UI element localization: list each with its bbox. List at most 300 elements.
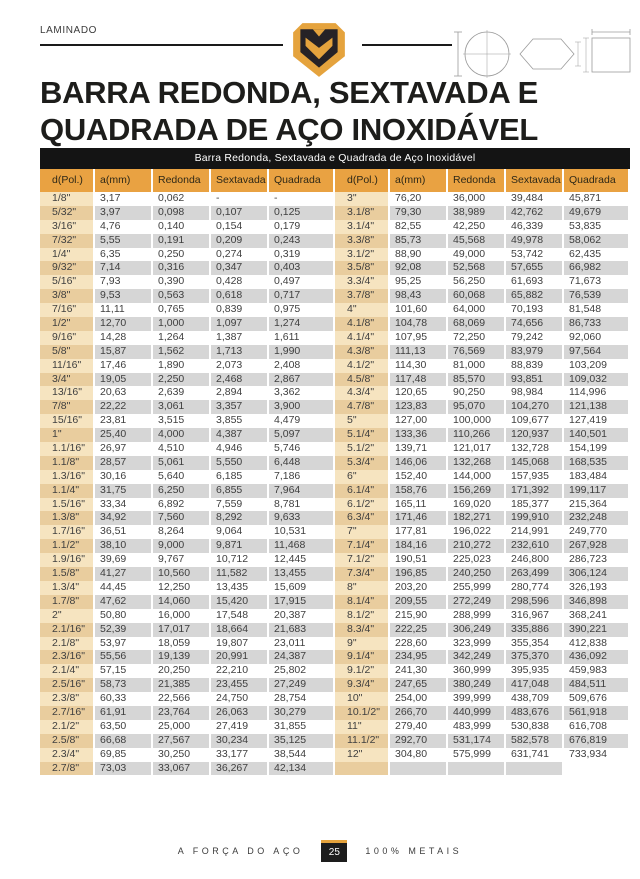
table-cell: 4,510 (153, 442, 211, 456)
table-cell: 733,934 (564, 748, 630, 762)
table-cell: 255,999 (448, 581, 506, 595)
table-row (40, 762, 630, 776)
table-row (40, 234, 630, 248)
table-cell: 20,63 (95, 386, 153, 400)
bar-section-drawings (452, 26, 635, 78)
table-cell: 2.3/16" (40, 650, 95, 664)
table-cell: 3,97 (95, 206, 153, 220)
table-cell: 127,00 (390, 414, 448, 428)
table-cell: 7.1/2" (335, 553, 390, 567)
header-cell: Sextavada (211, 169, 269, 192)
table-row (40, 525, 630, 539)
table-cell: 0,250 (153, 248, 211, 262)
table-cell: 60,33 (95, 692, 153, 706)
table-cell: 0,563 (153, 289, 211, 303)
table-cell: 225,023 (448, 553, 506, 567)
table-cell: 27,419 (211, 720, 269, 734)
table-cell: 5.1/4" (335, 428, 390, 442)
table-cell: 25,40 (95, 428, 153, 442)
table-row (40, 567, 630, 581)
table-cell: 18,059 (153, 637, 211, 651)
table-row (40, 678, 630, 692)
table-cell: 56,250 (448, 275, 506, 289)
table-cell: 676,819 (564, 734, 630, 748)
table-cell: 3,900 (269, 400, 335, 414)
table-cell: 79,242 (506, 331, 564, 345)
table-cell: 6.1/2" (335, 498, 390, 512)
table-cell: 24,387 (269, 650, 335, 664)
table-cell: 3,17 (95, 192, 153, 206)
table-cell: 292,70 (390, 734, 448, 748)
table-cell: 395,935 (506, 664, 564, 678)
table-cell: 323,999 (448, 637, 506, 651)
table-cell: 0,839 (211, 303, 269, 317)
table-cell: 0,390 (153, 275, 211, 289)
table-cell: 8,292 (211, 511, 269, 525)
table-cell: 209,55 (390, 595, 448, 609)
table-cell: 436,092 (564, 650, 630, 664)
table-row (40, 248, 630, 262)
table-cell: 6,35 (95, 248, 153, 262)
table-cell: 0,098 (153, 206, 211, 220)
table-cell: 306,249 (448, 623, 506, 637)
table-cell: 342,249 (448, 650, 506, 664)
table-cell: 35,125 (269, 734, 335, 748)
table-cell: 38,989 (448, 206, 506, 220)
table-cell: 146,06 (390, 456, 448, 470)
table-cell: 3.3/4" (335, 275, 390, 289)
table-cell: 263,499 (506, 567, 564, 581)
table-cell: 23,764 (153, 706, 211, 720)
table-row (40, 720, 630, 734)
table-cell: 4.3/8" (335, 345, 390, 359)
table-cell: 438,709 (506, 692, 564, 706)
table-cell: 61,693 (506, 275, 564, 289)
table-cell: 8.1/2" (335, 609, 390, 623)
page-footer (0, 840, 640, 862)
table-cell: 286,723 (564, 553, 630, 567)
header-rule-left (40, 44, 283, 46)
table-cell: 64,000 (448, 303, 506, 317)
table-cell: 214,991 (506, 525, 564, 539)
table-cell: 2,408 (269, 359, 335, 373)
table-cell: 1,611 (269, 331, 335, 345)
table-cell: 6,892 (153, 498, 211, 512)
header-cell: d(Pol.) (335, 169, 390, 192)
table-row (40, 192, 630, 206)
table-row (40, 303, 630, 317)
round-bar-section-icon (454, 30, 511, 78)
table-cell: 2.3/8" (40, 692, 95, 706)
table-cell: 9,871 (211, 539, 269, 553)
table-cell: 97,564 (564, 345, 630, 359)
table-cell: 196,85 (390, 567, 448, 581)
table-cell: 14,28 (95, 331, 153, 345)
table-cell: 26,063 (211, 706, 269, 720)
table-cell: 4.1/2" (335, 359, 390, 373)
table-cell: 81,000 (448, 359, 506, 373)
table-cell: 30,16 (95, 470, 153, 484)
table-cell: 2.1/4" (40, 664, 95, 678)
table-cell: 1.1/8" (40, 456, 95, 470)
table-cell: 33,34 (95, 498, 153, 512)
table-cell: 9,767 (153, 553, 211, 567)
table-cell: 20,991 (211, 650, 269, 664)
table-row (40, 373, 630, 387)
table-cell (335, 762, 390, 776)
table-cell: 71,673 (564, 275, 630, 289)
table-cell: 288,999 (448, 609, 506, 623)
table-cell: 18,664 (211, 623, 269, 637)
table-cell: 9,000 (153, 539, 211, 553)
table-cell: 267,928 (564, 539, 630, 553)
table-cell: 582,578 (506, 734, 564, 748)
table-cell: 123,83 (390, 400, 448, 414)
table-cell: 114,30 (390, 359, 448, 373)
table-row (40, 734, 630, 748)
table-cell: 139,71 (390, 442, 448, 456)
table-cell: 1.5/16" (40, 498, 95, 512)
table-cell: 33,067 (153, 762, 211, 776)
table-cell: - (269, 192, 335, 206)
table-row (40, 498, 630, 512)
header-cell: Redonda (153, 169, 211, 192)
table-cell: 39,484 (506, 192, 564, 206)
table-cell: 228,60 (390, 637, 448, 651)
table-row (40, 484, 630, 498)
table-cell: 4,946 (211, 442, 269, 456)
table-cell: 21,385 (153, 678, 211, 692)
table-cell: 232,610 (506, 539, 564, 553)
table-cell: 92,060 (564, 331, 630, 345)
table-cell: 2.7/16" (40, 706, 95, 720)
table-cell: 46,339 (506, 220, 564, 234)
table-cell: 0,403 (269, 261, 335, 275)
table-cell: 121,138 (564, 400, 630, 414)
table-cell: 484,511 (564, 678, 630, 692)
table-cell: 6,250 (153, 484, 211, 498)
table-cell: 232,248 (564, 511, 630, 525)
table-cell: 132,728 (506, 442, 564, 456)
table-cell: 1.7/16" (40, 525, 95, 539)
table-cell: 360,999 (448, 664, 506, 678)
table-cell: 23,455 (211, 678, 269, 692)
table-cell: 103,209 (564, 359, 630, 373)
table-cell: 3,855 (211, 414, 269, 428)
table-cell: 1.3/4" (40, 581, 95, 595)
table-cell: 22,210 (211, 664, 269, 678)
table-cell: 27,567 (153, 734, 211, 748)
table-cell: 4,76 (95, 220, 153, 234)
page-number: 25 (328, 847, 340, 858)
table-cell: 0,179 (269, 220, 335, 234)
page-title-line1: BARRA REDONDA, SEXTAVADA E (40, 75, 538, 110)
table-cell: 26,97 (95, 442, 153, 456)
table-cell: 241,30 (390, 664, 448, 678)
table-row (40, 581, 630, 595)
table-cell: 145,068 (506, 456, 564, 470)
table-cell: 49,000 (448, 248, 506, 262)
table-row (40, 692, 630, 706)
table-cell: 17,46 (95, 359, 153, 373)
table-cell: 15,609 (269, 581, 335, 595)
table-cell: 2,639 (153, 386, 211, 400)
table-cell: 1.1/2" (40, 539, 95, 553)
table-cell: 530,838 (506, 720, 564, 734)
table-cell: 25,802 (269, 664, 335, 678)
table-cell: 154,199 (564, 442, 630, 456)
table-cell: 95,25 (390, 275, 448, 289)
table-cell: 6,448 (269, 456, 335, 470)
table-cell: 2,894 (211, 386, 269, 400)
table-row (40, 748, 630, 762)
table-cell: 15,87 (95, 345, 153, 359)
table-cell: 7.3/4" (335, 567, 390, 581)
table-cell: 127,419 (564, 414, 630, 428)
table-cell: 42,762 (506, 206, 564, 220)
table-cell: 2,073 (211, 359, 269, 373)
table-cell: 98,43 (390, 289, 448, 303)
header-cell: a(mm) (95, 169, 153, 192)
table-cell: 5/8" (40, 345, 95, 359)
table-cell: 17,017 (153, 623, 211, 637)
table-cell: 8,781 (269, 498, 335, 512)
table-cell: 20,387 (269, 609, 335, 623)
table-cell: 279,40 (390, 720, 448, 734)
table-row (40, 345, 630, 359)
table-cell: 90,250 (448, 386, 506, 400)
table-cell: 459,983 (564, 664, 630, 678)
table-cell: 1,000 (153, 317, 211, 331)
table-cell: 38,10 (95, 539, 153, 553)
table-cell: 28,754 (269, 692, 335, 706)
table-cell: 2.5/8" (40, 734, 95, 748)
size-table (40, 148, 630, 775)
brand-shield-m-logo-icon (290, 20, 348, 80)
table-cell: 11,11 (95, 303, 153, 317)
table-cell: 12,70 (95, 317, 153, 331)
table-cell: 5" (335, 414, 390, 428)
table-cell: 93,851 (506, 373, 564, 387)
table-cell: 0,717 (269, 289, 335, 303)
table-cell: 53,97 (95, 637, 153, 651)
table-cell: 165,11 (390, 498, 448, 512)
table-row (40, 206, 630, 220)
table-cell: 7,560 (153, 511, 211, 525)
table-cell: 66,982 (564, 261, 630, 275)
table-cell: 0,062 (153, 192, 211, 206)
table-cell: 5/16" (40, 275, 95, 289)
table-cell: 5.1/2" (335, 442, 390, 456)
table-cell: 247,65 (390, 678, 448, 692)
table-cell: 1,890 (153, 359, 211, 373)
table-cell: 1" (40, 428, 95, 442)
table-cell: 36,000 (448, 192, 506, 206)
table-cell: 68,069 (448, 317, 506, 331)
section-label: LAMINADO (40, 25, 98, 36)
table-cell: 9" (335, 637, 390, 651)
table-cell: 2.1/2" (40, 720, 95, 734)
table-cell: 304,80 (390, 748, 448, 762)
table-cell: 31,855 (269, 720, 335, 734)
table-cell: 1,097 (211, 317, 269, 331)
table-cell: 326,193 (564, 581, 630, 595)
table-cell: 561,918 (564, 706, 630, 720)
square-bar-section-icon (583, 29, 630, 72)
table-cell: 23,81 (95, 414, 153, 428)
table-cell: 5.3/4" (335, 456, 390, 470)
table-cell: 45,871 (564, 192, 630, 206)
table-cell: 15,420 (211, 595, 269, 609)
table-cell: 9,633 (269, 511, 335, 525)
table-body (40, 192, 630, 775)
header-cell: d(Pol.) (40, 169, 95, 192)
header-cell: a(mm) (390, 169, 448, 192)
table-cell: 5,746 (269, 442, 335, 456)
table-cell: 346,898 (564, 595, 630, 609)
hexagonal-bar-section-icon (520, 39, 581, 69)
table-cell: 52,39 (95, 623, 153, 637)
table-cell: 42,250 (448, 220, 506, 234)
table-cell: 3.1/8" (335, 206, 390, 220)
table-cell: 133,36 (390, 428, 448, 442)
table-cell: 121,017 (448, 442, 506, 456)
table-cell: 24,750 (211, 692, 269, 706)
table-cell: 509,676 (564, 692, 630, 706)
table-cell: 2.7/8" (40, 762, 95, 776)
table-cell: 246,800 (506, 553, 564, 567)
table-cell: 5/32" (40, 206, 95, 220)
table-row (40, 289, 630, 303)
table-cell: 168,535 (564, 456, 630, 470)
table-cell: 50,80 (95, 609, 153, 623)
header-cell: Quadrada (564, 169, 630, 192)
table-cell: 117,48 (390, 373, 448, 387)
table-cell: 169,020 (448, 498, 506, 512)
table-row (40, 595, 630, 609)
table-cell: 38,544 (269, 748, 335, 762)
table-row (40, 414, 630, 428)
table-cell: 2,468 (211, 373, 269, 387)
table-row (40, 442, 630, 456)
table-cell: 62,435 (564, 248, 630, 262)
table-cell: 76,20 (390, 192, 448, 206)
table-cell: 199,910 (506, 511, 564, 525)
table-cell: 30,234 (211, 734, 269, 748)
table-cell: 575,999 (448, 748, 506, 762)
table-row (40, 470, 630, 484)
page-number-badge (321, 840, 347, 862)
table-cell: 22,22 (95, 400, 153, 414)
table-cell: 11,582 (211, 567, 269, 581)
table-cell: 1,274 (269, 317, 335, 331)
table-cell: 13,435 (211, 581, 269, 595)
table-cell: 19,05 (95, 373, 153, 387)
table-cell: 249,770 (564, 525, 630, 539)
table-cell: 3,357 (211, 400, 269, 414)
table-cell: 9.3/4" (335, 678, 390, 692)
table-row (40, 428, 630, 442)
table-cell: 101,60 (390, 303, 448, 317)
table-cell: 316,967 (506, 609, 564, 623)
table-cell: 9/16" (40, 331, 95, 345)
table-cell: 11.1/2" (335, 734, 390, 748)
table-cell: 107,95 (390, 331, 448, 345)
table-cell: 20,250 (153, 664, 211, 678)
table-cell: 0,209 (211, 234, 269, 248)
table-cell: 2" (40, 609, 95, 623)
table-cell: 82,55 (390, 220, 448, 234)
table-row (40, 400, 630, 414)
table-cell: 483,676 (506, 706, 564, 720)
table-cell: 4,000 (153, 428, 211, 442)
table-cell: 9.1/2" (335, 664, 390, 678)
header-rule-right (362, 44, 452, 46)
table-cell: 4.7/8" (335, 400, 390, 414)
table-cell: 60,068 (448, 289, 506, 303)
table-cell: 190,51 (390, 553, 448, 567)
table-cell: 10,531 (269, 525, 335, 539)
table-row (40, 275, 630, 289)
table-cell: 92,08 (390, 261, 448, 275)
table-cell: 132,268 (448, 456, 506, 470)
table-cell: 280,774 (506, 581, 564, 595)
table-row (40, 623, 630, 637)
table-cell: 6,855 (211, 484, 269, 498)
table-cell: 1.9/16" (40, 553, 95, 567)
table-cell: 88,90 (390, 248, 448, 262)
table-cell: 0,274 (211, 248, 269, 262)
table-cell: 114,996 (564, 386, 630, 400)
table-cell: 41,27 (95, 567, 153, 581)
table-cell: 380,249 (448, 678, 506, 692)
table-row (40, 706, 630, 720)
table-cell: 11,468 (269, 539, 335, 553)
table-cell: 7/32" (40, 234, 95, 248)
table-cell: 0,428 (211, 275, 269, 289)
table-cell: 9.1/4" (335, 650, 390, 664)
table-cell: 53,742 (506, 248, 564, 262)
table-cell: 81,548 (564, 303, 630, 317)
table-cell: 8,264 (153, 525, 211, 539)
table-cell: 3.5/8" (335, 261, 390, 275)
table-cell: 616,708 (564, 720, 630, 734)
table-cell: 12,445 (269, 553, 335, 567)
table-row (40, 553, 630, 567)
table-cell: 85,570 (448, 373, 506, 387)
table-row (40, 456, 630, 470)
table-cell: 158,76 (390, 484, 448, 498)
table-cell: 9/32" (40, 261, 95, 275)
table-cell (448, 762, 506, 776)
table-cell: 0,618 (211, 289, 269, 303)
table-cell: 0,243 (269, 234, 335, 248)
table-cell: 196,022 (448, 525, 506, 539)
table-cell: 120,937 (506, 428, 564, 442)
table-cell: 52,568 (448, 261, 506, 275)
table-cell: 4,387 (211, 428, 269, 442)
table-cell: 2.3/4" (40, 748, 95, 762)
table-cell: 7/16" (40, 303, 95, 317)
page-title-line2: QUADRADA DE AÇO INOXIDÁVEL (40, 112, 538, 147)
table-cell: 7/8" (40, 400, 95, 414)
table-cell: 483,999 (448, 720, 506, 734)
table-cell: 120,65 (390, 386, 448, 400)
table-cell: 4.1/8" (335, 317, 390, 331)
table-cell: 266,70 (390, 706, 448, 720)
table-cell: 368,241 (564, 609, 630, 623)
table-cell: 39,69 (95, 553, 153, 567)
